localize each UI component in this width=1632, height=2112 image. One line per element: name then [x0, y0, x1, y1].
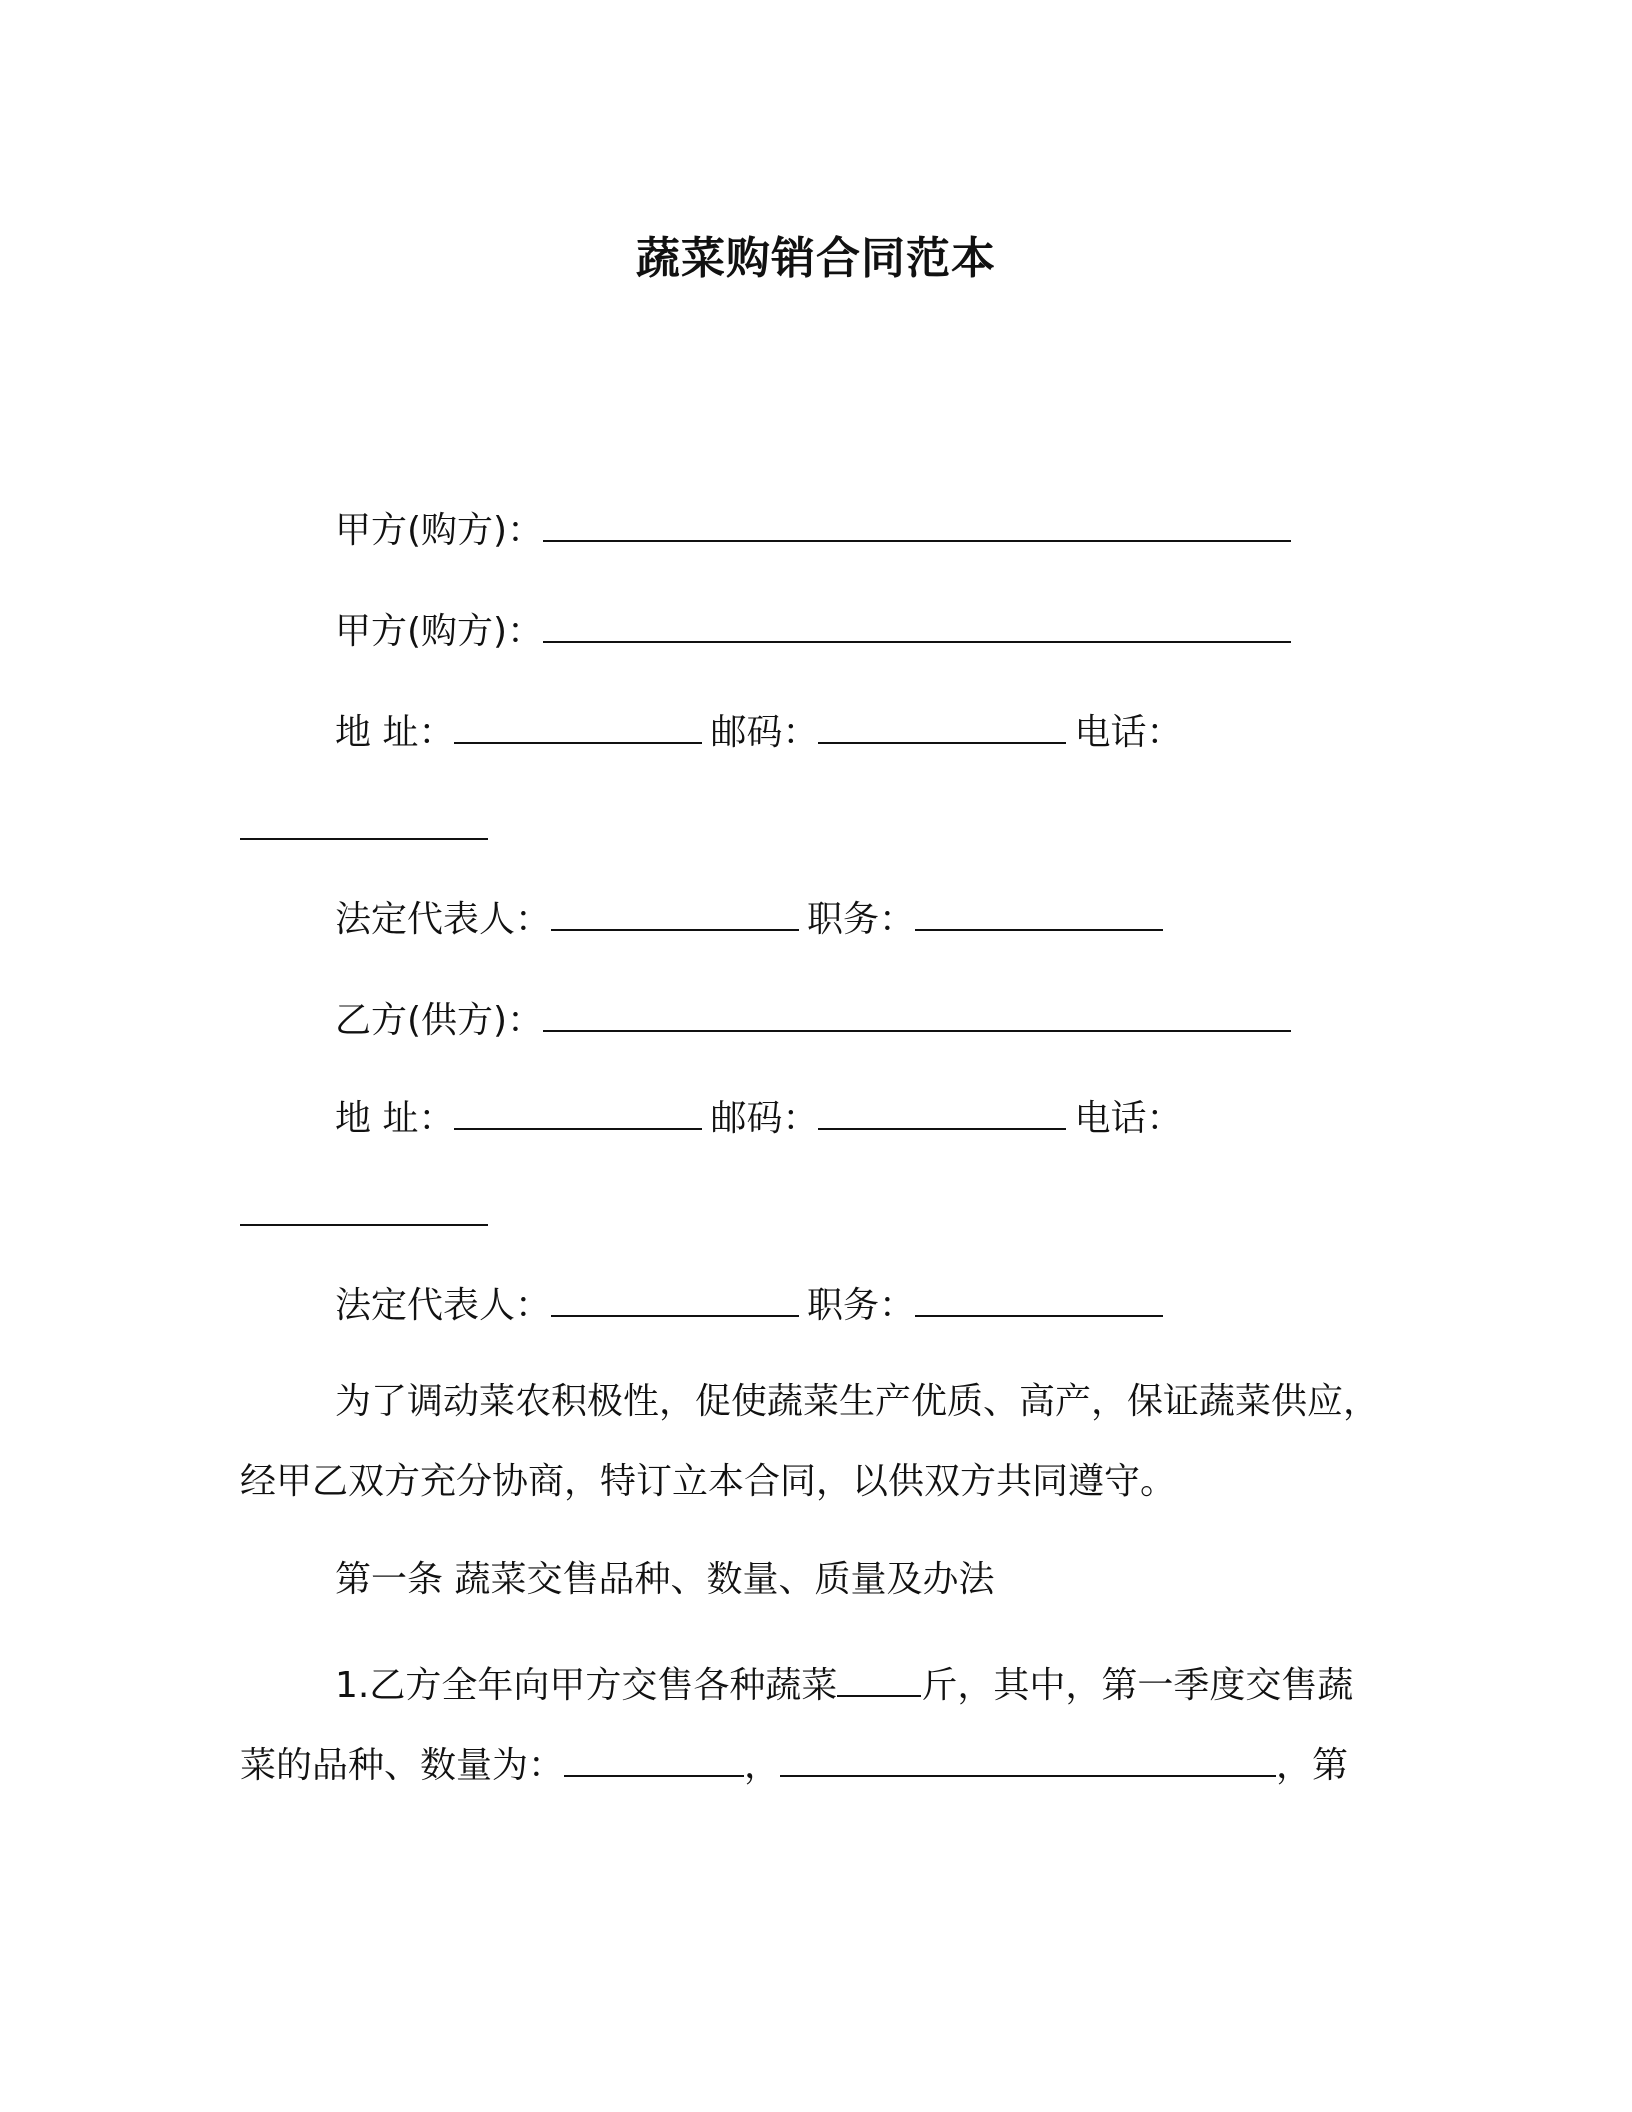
party-a-line-2 [335, 609, 1291, 650]
party-a-label-2: 甲方(购方)： [335, 611, 544, 652]
legal-rep-line-1 [335, 897, 1163, 938]
phone-continuation-1 [240, 806, 488, 847]
party-a-blank-2[interactable] [543, 609, 1291, 643]
quantity-blank[interactable] [837, 1663, 921, 1697]
position-label: 职务： [807, 899, 916, 940]
zip-blank[interactable] [818, 1096, 1066, 1130]
item-1-line-1 [335, 1663, 1353, 1704]
zip-blank[interactable] [818, 710, 1066, 744]
phone-blank[interactable] [240, 1192, 488, 1226]
item-1-text-end: ，第 [1276, 1745, 1349, 1786]
item-1-comma: ， [744, 1745, 781, 1786]
zip-label: 邮码： [710, 712, 819, 753]
legal-rep-blank[interactable] [551, 1283, 799, 1317]
party-a-line-1 [335, 508, 1291, 549]
address-blank[interactable] [454, 710, 702, 744]
legal-rep-label: 法定代表人： [335, 899, 552, 940]
phone-continuation-2 [240, 1192, 488, 1233]
zip-label: 邮码： [710, 1098, 819, 1139]
address-label: 地 址： [335, 1098, 455, 1139]
address-blank[interactable] [454, 1096, 702, 1130]
variety-blank[interactable] [564, 1743, 744, 1777]
position-blank[interactable] [915, 1283, 1163, 1317]
address-line-2 [335, 1096, 1182, 1137]
preamble-line-2: 经甲乙双方充分协商，特订立本合同，以供双方共同遵守。 [240, 1461, 1177, 1502]
item-1-text-b: 斤，其中，第一季度交售蔬 [921, 1665, 1354, 1706]
legal-rep-label: 法定代表人： [335, 1285, 552, 1326]
party-b-label: 乙方(供方)： [335, 1000, 544, 1041]
phone-label: 电话： [1074, 1098, 1183, 1139]
party-b-blank[interactable] [543, 998, 1291, 1032]
phone-blank[interactable] [240, 806, 488, 840]
phone-label: 电话： [1074, 712, 1183, 753]
preamble-line-1: 为了调动菜农积极性，促使蔬菜生产优质、高产，保证蔬菜供应， [335, 1381, 1380, 1422]
party-b-line [335, 998, 1291, 1039]
article-1-heading: 第一条 蔬菜交售品种、数量、质量及办法 [335, 1559, 995, 1600]
legal-rep-line-2 [335, 1283, 1163, 1324]
legal-rep-blank[interactable] [551, 897, 799, 931]
quantity-detail-blank[interactable] [780, 1743, 1276, 1777]
item-1-line-2 [240, 1743, 1348, 1784]
party-a-blank[interactable] [543, 508, 1291, 542]
item-1-text-a: 1.乙方全年向甲方交售各种蔬菜 [335, 1665, 838, 1706]
position-label: 职务： [807, 1285, 916, 1326]
document-title: 蔬菜购销合同范本 [636, 233, 996, 284]
address-line-1 [335, 710, 1182, 751]
party-a-label: 甲方(购方)： [335, 510, 544, 551]
item-1-text-c: 菜的品种、数量为： [240, 1745, 565, 1786]
position-blank[interactable] [915, 897, 1163, 931]
address-label: 地 址： [335, 712, 455, 753]
